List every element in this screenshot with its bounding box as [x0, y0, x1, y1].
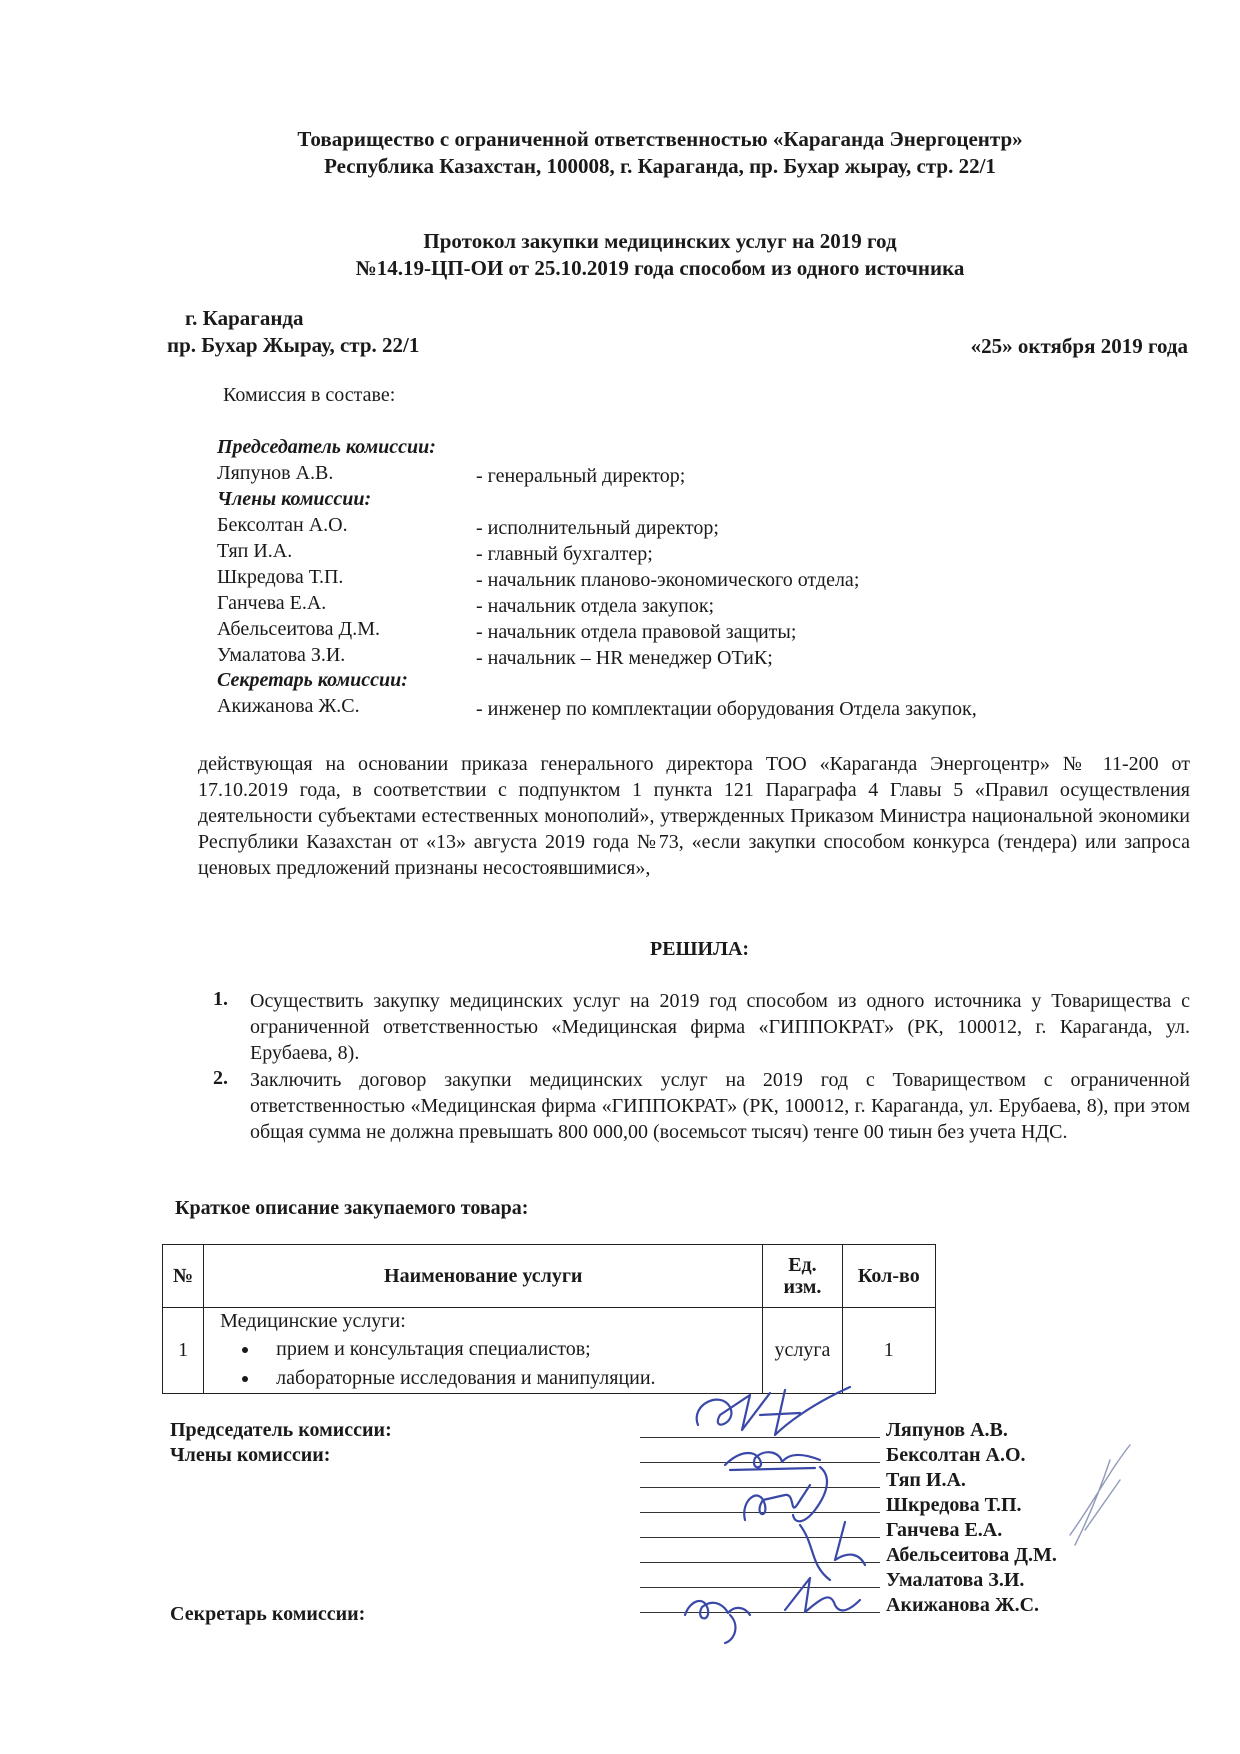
handwritten-signature — [1050, 1440, 1140, 1550]
signatory-name: Абельсеитова Д.М. — [886, 1544, 1057, 1566]
member-role: - начальник отдела правовой защиты; — [476, 621, 797, 643]
chair-role: - генеральный директор; — [476, 465, 686, 487]
member-role: - начальник – HR менеджер ОТиК; — [476, 647, 773, 669]
handwritten-signature — [690, 1385, 860, 1445]
signatory-name: Шкредова Т.П. — [886, 1494, 1022, 1516]
commission-intro: Комиссия в составе: — [223, 384, 396, 406]
member-role: - исполнительный директор; — [476, 517, 719, 539]
member-name: Бексолтан А.О. — [217, 514, 348, 536]
column-header-name: Наименование услуги — [204, 1245, 763, 1308]
signatory-name: Тяп И.А. — [886, 1469, 966, 1491]
member-name: Умалатова З.И. — [217, 644, 346, 666]
sign-label-members: Члены комиссии: — [170, 1444, 331, 1466]
decision-item: Осуществить закупку медицинских услуг на 2019 год способом из одного источника у Товарищества с ограниченной ответственностью «Медицинская фирма «ГИППОКРАТ» (РК, 100012, г. Караганда, ул. Ерубаева, 8). — [250, 990, 1190, 1064]
place-city: г. Караганда — [185, 306, 304, 330]
signatory-name: Ганчева Е.А. — [886, 1519, 1003, 1541]
company-line: Товарищество с ограниченной ответственностью «Караганда Энергоцентр» — [297, 127, 1023, 151]
signatory-name: Акижанова Ж.С. — [886, 1594, 1040, 1616]
handwritten-signature — [680, 1585, 770, 1645]
cell-num: 1 — [163, 1308, 204, 1394]
member-role: - начальник планово-экономического отдела; — [476, 569, 860, 591]
chair-name: Ляпунов А.В. — [217, 462, 334, 484]
list-item: • прием и консультация специалистов; — [260, 1335, 756, 1364]
sign-label-chair: Председатель комиссии: — [170, 1419, 392, 1441]
member-name: Шкредова Т.П. — [217, 566, 344, 588]
protocol-date: «25» октября 2019 года — [970, 334, 1188, 358]
cell-unit: услуга — [763, 1308, 842, 1394]
cell-name — [204, 1308, 763, 1394]
member-role: - главный бухгалтер; — [476, 543, 653, 565]
decision-item-number: 2. — [213, 1067, 228, 1089]
column-header-num: № — [163, 1245, 204, 1308]
secretary-heading: Секретарь комиссии: — [217, 669, 408, 691]
table-header-row — [163, 1245, 936, 1308]
member-name: Абельсеитова Д.М. — [217, 618, 380, 640]
signatory-name: Бексолтан А.О. — [886, 1444, 1026, 1466]
cell-qty: 1 — [842, 1308, 935, 1394]
goods-heading: Краткое описание закупаемого товара: — [175, 1197, 529, 1219]
decision-item-number: 1. — [213, 988, 228, 1010]
protocol-number: №14.19-ЦП-ОИ от 25.10.2019 года способом из одного источника — [355, 256, 965, 280]
list-item: • лабораторные исследования и манипуляции. — [260, 1364, 756, 1393]
column-header-unit: Ед. изм. — [763, 1245, 842, 1308]
sign-label-secretary: Секретарь комиссии: — [170, 1603, 366, 1625]
member-role: - начальник отдела закупок; — [476, 595, 715, 617]
decision-heading: РЕШИЛА: — [650, 938, 750, 960]
member-name: Ганчева Е.А. — [217, 592, 327, 614]
goods-table — [162, 1244, 936, 1394]
column-header-qty: Кол-во — [842, 1245, 935, 1308]
members-heading: Члены комиссии: — [217, 488, 372, 510]
chair-heading: Председатель комиссии: — [217, 436, 436, 458]
secretary-role: - инженер по комплектации оборудования Отдела закупок, — [476, 698, 977, 720]
table-row — [163, 1308, 936, 1394]
service-title: Медицинские услуги: — [220, 1310, 406, 1332]
basis-paragraph: действующая на основании приказа генерального директора ТОО «Караганда Энергоцентр» № 11-200 от 17.10.2019 года, в соответствии с подпунктом 1 пункта 121 Параграфа 4 Главы 5 «Правил осуществления деятельности субъектами естественных монополий», утвержденных Приказом Министра национальной экономики Республики Казахстан от «13» августа 2019 года №73, «если закупки способом конкурса (тендера) или запроса ценовых предложений признаны несостоявшимися», — [198, 753, 1190, 879]
secretary-name: Акижанова Ж.С. — [217, 695, 360, 717]
place-street: пр. Бухар Жырау, стр. 22/1 — [167, 333, 420, 357]
member-name: Тяп И.А. — [217, 540, 293, 562]
address-line: Республика Казахстан, 100008, г. Караганда, пр. Бухар жырау, стр. 22/1 — [324, 154, 996, 178]
service-bullets — [210, 1335, 756, 1393]
signatory-name: Умалатова З.И. — [886, 1569, 1025, 1591]
decision-item: Заключить договор закупки медицинских услуг на 2019 год с Товариществом с ограниченной ответственностью «Медицинская фирма «ГИППОКРАТ» (РК, 100012, г. Караганда, ул. Ерубаева, 8), при этом общая сумма не должна превышать 800 000,00 (восемьсот тысяч) тенге 00 тиын без учета НДС. — [250, 1069, 1190, 1143]
protocol-title: Протокол закупки медицинских услуг на 2019 год — [423, 229, 897, 253]
signatory-name: Ляпунов А.В. — [886, 1419, 1008, 1441]
handwritten-signature — [780, 1570, 870, 1620]
